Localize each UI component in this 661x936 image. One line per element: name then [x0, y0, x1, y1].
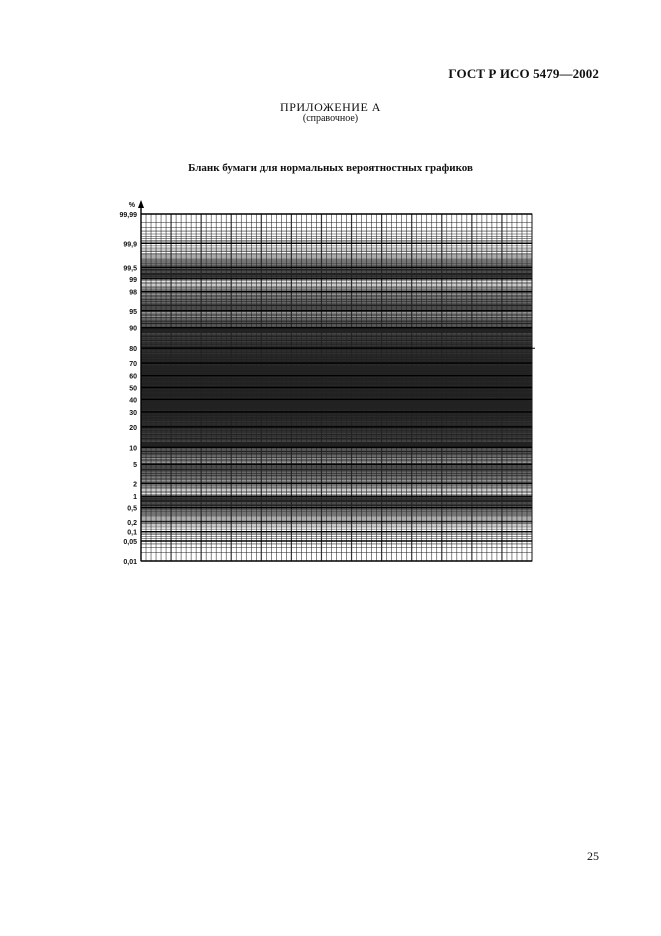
y-tick-label: 30 — [129, 409, 137, 417]
y-tick-label: 0,05 — [123, 539, 137, 547]
appendix-subtitle: (справочное) — [302, 113, 359, 124]
y-tick-label: 70 — [129, 361, 137, 369]
y-tick-label: 0,1 — [127, 529, 137, 537]
y-tick-label: 5 — [133, 462, 137, 470]
y-tick-label: 1 — [133, 494, 137, 502]
y-tick-label: 95 — [129, 308, 137, 316]
y-tick-label: 98 — [129, 289, 137, 297]
page-number: 25 — [587, 849, 599, 863]
y-tick-label: 90 — [129, 325, 137, 333]
y-tick-label: 99 — [129, 276, 137, 284]
y-tick-label: 60 — [129, 373, 137, 381]
y-tick-label: 0,2 — [127, 519, 137, 527]
y-tick-label: 10 — [129, 445, 137, 453]
y-tick-label: 99,9 — [123, 241, 137, 249]
y-tick-label: 50 — [129, 385, 137, 393]
y-axis-symbol: % — [128, 202, 135, 209]
standard-code: ГОСТ Р ИСО 5479—2002 — [448, 66, 599, 81]
y-tick-label: 80 — [129, 346, 137, 354]
y-tick-label: 2 — [133, 481, 137, 489]
form-title: Бланк бумаги для нормальных вероятностных графиков — [188, 162, 473, 174]
y-tick-label: 40 — [129, 397, 137, 405]
y-tick-label: 0,5 — [127, 505, 137, 513]
appendix-title: ПРИЛОЖЕНИЕ А — [280, 100, 381, 114]
y-tick-label: 99,5 — [123, 265, 137, 273]
y-axis-arrow-icon — [138, 200, 144, 208]
y-tick-label: 0,01 — [123, 559, 137, 566]
y-tick-label: 99,99 — [119, 212, 137, 219]
y-tick-label: 20 — [129, 424, 137, 432]
